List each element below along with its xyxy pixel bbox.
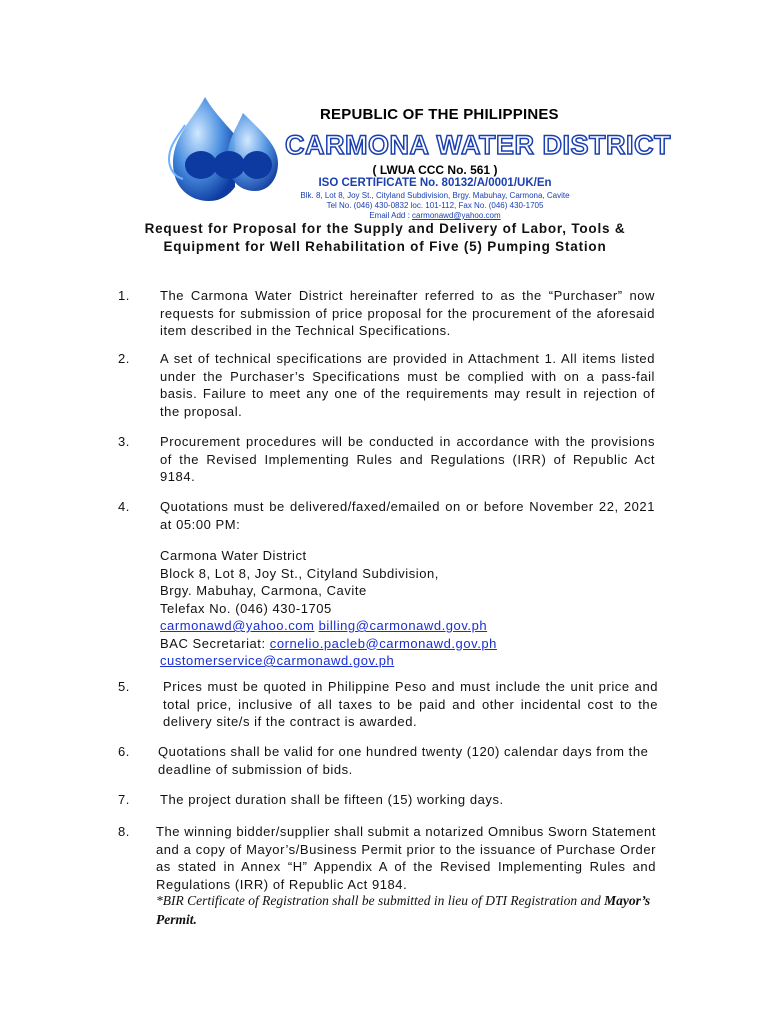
republic-heading: REPUBLIC OF THE PHILIPPINES: [320, 106, 559, 123]
contact-address-1: Block 8, Lot 8, Joy St., Cityland Subdivision,: [160, 565, 439, 581]
lwua-number: ( LWUA CCC No. 561 ): [372, 163, 498, 177]
email-link-customerservice[interactable]: customerservice@carmonawd.gov.ph: [160, 653, 395, 668]
item-number: 3.: [118, 434, 130, 449]
item-number: 7.: [118, 792, 130, 807]
cwd-logo-icon: [165, 95, 280, 205]
item-text: The project duration shall be fifteen (15) working days.: [160, 792, 504, 807]
district-name: CARMONA WATER DISTRICT: [285, 130, 671, 160]
item-text: The winning bidder/supplier shall submit a notarized Omnibus Sworn Statement and a copy of Mayor’s/Business Permit prior to the issuance of Purchase Order as stated in Annex “H” Appendix A of the Revised Implementing Rules and Regulations (IRR) of Republic Act 9184.: [156, 824, 656, 892]
title-line-2: Equipment for Well Rehabilitation of Five (5) Pumping Station: [163, 239, 607, 254]
bac-secretariat-line: [160, 635, 655, 653]
letterhead: [0, 0, 770, 220]
item-text: Procurement procedures will be conducted in accordance with the provisions of the Revised Implementing Rules and Regulations (IRR) of Republic Act 9184.: [160, 434, 655, 484]
note-text: *BIR Certificate of Registration shall be submitted in lieu of DTI Registration and: [156, 893, 601, 908]
district-banner: [283, 130, 671, 164]
email-link-bac[interactable]: cornelio.pacleb@carmonawd.gov.ph: [269, 635, 497, 651]
item-number: 8.: [118, 824, 130, 839]
customer-service-line: [160, 652, 655, 670]
letterhead-email[interactable]: carmonawd@yahoo.com: [412, 211, 501, 220]
contact-telefax: Telefax No. (046) 430-1705: [160, 600, 332, 616]
item-number: 5.: [118, 679, 130, 694]
item-text: Quotations shall be valid for one hundred twenty (120) calendar days from the deadline of submission of bids.: [158, 744, 649, 777]
letterhead-email-line: [270, 211, 600, 220]
item-number: 1.: [118, 288, 130, 303]
iso-certificate: ISO CERTIFICATE No. 80132/A/0001/UK/En: [318, 177, 552, 189]
title-line-1: Request for Proposal for the Supply and Delivery of Labor, Tools &: [144, 221, 626, 236]
bir-note: [156, 891, 656, 929]
letterhead-address: Blk. 8, Lot 8, Joy St., Cityland Subdivision, Brgy. Mabuhay, Carmona, Cavite: [300, 191, 570, 200]
contact-name: Carmona Water District: [160, 548, 307, 563]
item-text: Quotations must be delivered/faxed/emailed on or before November 22, 2021 at 05:00 PM:: [160, 499, 655, 532]
document-title: [100, 220, 670, 256]
letterhead-tel: Tel No. (046) 430-0832 loc. 101-112, Fax No. (046) 430-1705: [326, 201, 544, 210]
item-number: 2.: [118, 351, 130, 366]
email-label: Email Add :: [369, 211, 410, 220]
item-number: 4.: [118, 499, 130, 514]
email-link-billing[interactable]: billing@carmonawd.gov.ph: [318, 618, 488, 633]
contact-emails: [160, 617, 655, 635]
item-text: Prices must be quoted in Philippine Peso and must include the unit price and total price, inclusive of all taxes to be paid and other incidental cost to the delivery site/s if the contract is awarded.: [163, 679, 658, 729]
item-text: A set of technical specifications are provided in Attachment 1. All items listed under the Purchaser’s Specifications must be complied with on a pass-fail basis. Failure to meet any one of the requirements may result in rejection of the proposal.: [160, 351, 655, 419]
email-link-yahoo[interactable]: carmonawd@yahoo.com: [160, 618, 315, 633]
contact-address-2: Brgy. Mabuhay, Carmona, Cavite: [160, 583, 367, 598]
note-tail: Mayor’s Permit: [156, 893, 651, 927]
bac-label: BAC Secretariat:: [160, 635, 266, 651]
item-number: 6.: [118, 744, 130, 759]
note-tail-end: .: [193, 912, 197, 927]
item-text: The Carmona Water District hereinafter referred to as the “Purchaser” now requests for submission of price proposal for the procurement of the aforesaid item described in the Technical Specifications.: [160, 288, 655, 338]
